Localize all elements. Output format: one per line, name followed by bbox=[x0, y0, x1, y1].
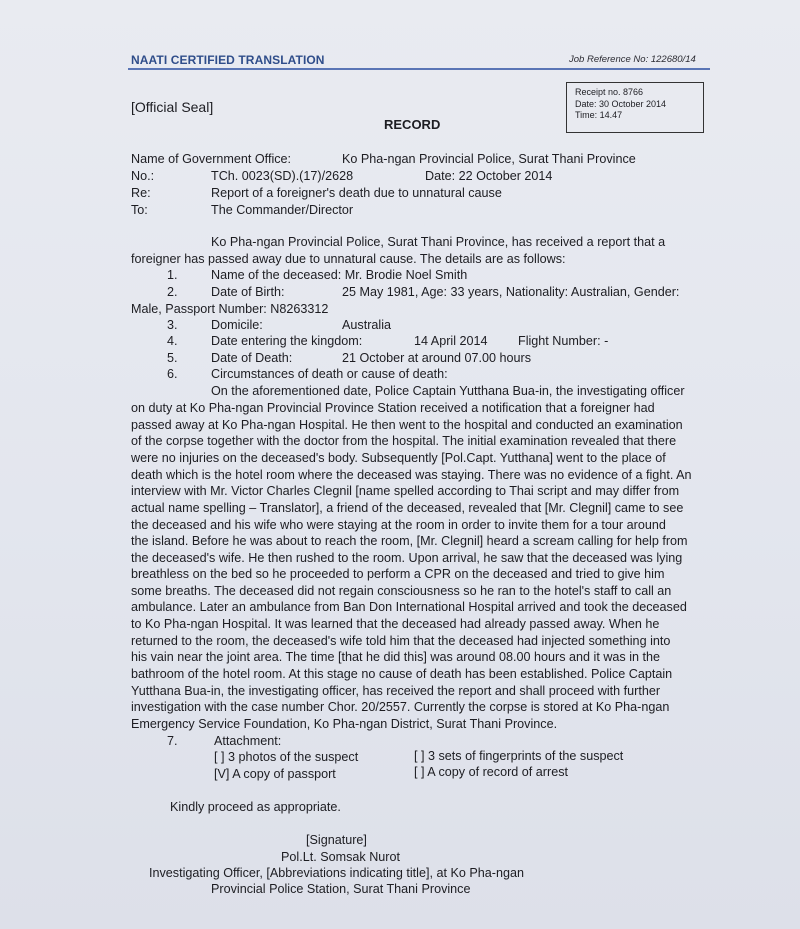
receipt-stamp bbox=[566, 82, 704, 133]
attachment-number: 7. bbox=[167, 734, 178, 748]
attachment-photos: [ ] 3 photos of the suspect bbox=[214, 750, 359, 764]
intro-line-1: Ko Pha-ngan Provincial Police, Surat Thani Province, has received a report that a bbox=[211, 235, 666, 249]
receipt-time: Time: 14.47 bbox=[575, 110, 623, 120]
narrative-line: the deceased's wife. He then rushed to the room. Upon arrival, he saw that the deceased was lying bbox=[131, 551, 683, 565]
narrative-line: his vain near the joint area. The time [that he did this] was around 08.00 hours and it was in the bbox=[131, 650, 661, 664]
attachment-fingerprints: [ ] 3 sets of fingerprints of the suspect bbox=[414, 749, 624, 763]
narrative-line: on duty at Ko Pha-ngan Provincial Province Station received a notification that a foreigner had bbox=[131, 401, 655, 415]
office-value: Ko Pha-ngan Provincial Police, Surat Thani Province bbox=[342, 152, 636, 166]
narrative-line: to Ko Pha-ngan Hospital. It was learned that the deceased had already passed away. When he bbox=[131, 617, 660, 631]
re-label: Re: bbox=[131, 186, 151, 200]
item-4-value: 14 April 2014 bbox=[414, 334, 488, 348]
item-2-label: Date of Birth: bbox=[211, 285, 285, 299]
item-4-flight: Flight Number: - bbox=[518, 334, 609, 348]
item-2-continued: Male, Passport Number: N8263312 bbox=[131, 302, 329, 316]
to-value: The Commander/Director bbox=[211, 203, 354, 217]
header-rule bbox=[128, 68, 710, 70]
item-6-number: 6. bbox=[167, 367, 178, 381]
record-date: Date: 22 October 2014 bbox=[425, 169, 553, 183]
attachment-label: Attachment: bbox=[214, 734, 282, 748]
narrative-line: the deceased and his wife who were staying at the room in order to invite them for a tour around bbox=[131, 518, 666, 532]
certification-header: NAATI CERTIFIED TRANSLATION bbox=[131, 53, 325, 67]
item-4-label: Date entering the kingdom: bbox=[211, 334, 363, 348]
receipt-date: Date: 30 October 2014 bbox=[575, 98, 667, 109]
narrative-line: investigation with the case number Chor. 20/2557. Currently the corpse is stored at Ko Pha-ngan bbox=[131, 700, 670, 714]
number-value: TCh. 0023(SD).(17)/2628 bbox=[211, 169, 354, 183]
narrative-line: Yutthana Bua-in, the investigating officer, has received the report and shall proceed with further bbox=[131, 684, 661, 698]
re-value: Report of a foreigner's death due to unnatural cause bbox=[211, 186, 502, 200]
item-5-value: 21 October at around 07.00 hours bbox=[342, 351, 532, 365]
item-5-number: 5. bbox=[167, 351, 178, 365]
narrative-line: of the corpse together with the doctor from the hospital. The initial examination revealed that there bbox=[131, 434, 677, 448]
signatory-title-line-1: Investigating Officer, [Abbreviations indicating title], at Ko Pha-ngan bbox=[149, 866, 525, 880]
item-3-value: Australia bbox=[342, 318, 391, 332]
narrative-line: the island. Before he was about to reach the room, [Mr. Clegnil] heard a scream calling for help from bbox=[131, 534, 688, 548]
receipt-number: Receipt no. 8766 bbox=[575, 87, 644, 97]
item-3-number: 3. bbox=[167, 318, 178, 332]
item-1-text: Name of the deceased: Mr. Brodie Noel Smith bbox=[211, 268, 468, 282]
narrative-line: passed away at Ko Pha-ngan Hospital. He then went to the hospital and conducted an examination bbox=[131, 418, 683, 432]
narrative-line: interview with Mr. Victor Charles Clegnil [name spelled according to Thai script and may differ from bbox=[131, 484, 680, 498]
office-label: Name of Government Office: bbox=[131, 152, 292, 166]
item-6-label: Circumstances of death or cause of death: bbox=[211, 367, 448, 381]
intro-line-2: foreigner has passed away due to unnatural cause. The details are as follows: bbox=[131, 252, 566, 266]
item-5-label: Date of Death: bbox=[211, 351, 293, 365]
narrative-line: some breaths. The deceased did not regain consciousness so he ran to the hotel's staff to call an bbox=[131, 584, 672, 598]
narrative-line: On the aforementioned date, Police Captain Yutthana Bua-in, the investigating officer bbox=[211, 384, 685, 398]
narrative-line: bathroom of the hotel room. At this stage no cause of death has been established. Police Captain bbox=[131, 667, 673, 681]
narrative-line: ambulance. Later an ambulance from Ban Don International Hospital arrived and took the deceased bbox=[131, 600, 687, 614]
item-4-number: 4. bbox=[167, 334, 178, 348]
narrative-line: returned to the room, the deceased's wife told him that the deceased had injected something into bbox=[131, 634, 671, 648]
record-title: RECORD bbox=[384, 117, 441, 132]
signatory-title-line-2: Provincial Police Station, Surat Thani Province bbox=[211, 882, 471, 896]
narrative-line: death which is the hotel room where the deceased was staying. There was no evidence of a fight. An bbox=[131, 468, 692, 482]
signature-placeholder: [Signature] bbox=[306, 833, 367, 847]
narrative-line: were no injuries on the deceased's body. Subsequently [Pol.Capt. Yutthana] went to the place of bbox=[131, 451, 666, 465]
attachment-passport: [V] A copy of passport bbox=[214, 767, 336, 781]
item-2-number: 2. bbox=[167, 285, 178, 299]
attachment-arrest-record: [ ] A copy of record of arrest bbox=[414, 765, 568, 779]
number-label: No.: bbox=[131, 169, 155, 183]
item-3-label: Domicile: bbox=[211, 318, 263, 332]
narrative-line: actual name spelling – Translator], a friend of the deceased, revealed that [Mr. Clegnil] came to see bbox=[131, 501, 684, 515]
official-seal-note: [Official Seal] bbox=[131, 99, 214, 115]
item-1-number: 1. bbox=[167, 268, 178, 282]
signatory-name: Pol.Lt. Somsak Nurot bbox=[281, 850, 400, 864]
job-reference: Job Reference No: 122680/14 bbox=[569, 54, 696, 65]
closing-line: Kindly proceed as appropriate. bbox=[170, 800, 341, 814]
narrative-line: breathless on the bed so he proceeded to perform a CPR on the deceased and tried to give him bbox=[131, 567, 665, 581]
narrative-line: Emergency Service Foundation, Ko Pha-ngan District, Surat Thani Province. bbox=[131, 717, 558, 731]
to-label: To: bbox=[131, 203, 148, 217]
item-2-value: 25 May 1981, Age: 33 years, Nationality: Australian, Gender: bbox=[342, 285, 680, 299]
